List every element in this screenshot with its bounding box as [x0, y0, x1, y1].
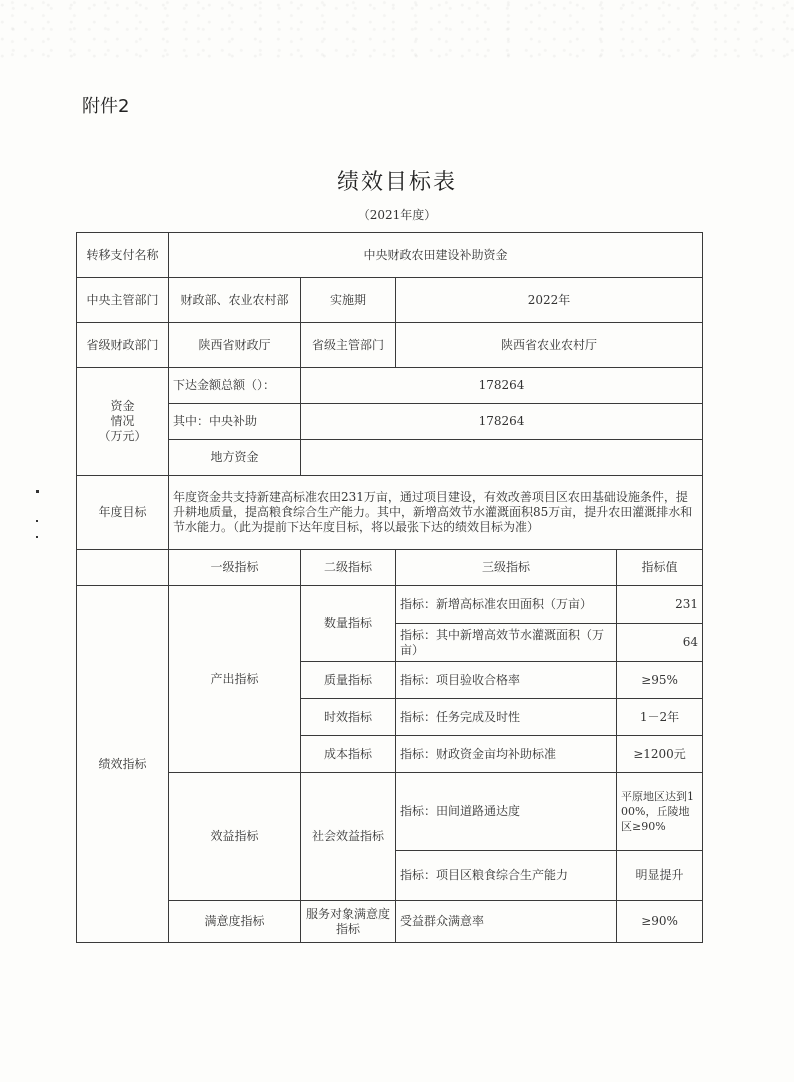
b2-text: 指标：项目区粮食综合生产能力 — [396, 851, 617, 901]
annual-goal-text: 年度资金共支持新建高标准农田231万亩，通过项目建设，有效改善项目区农田基础设施条件，提升耕地质量，提高粮食综合生产能力。其中，新增高效节水灌溉面积85万亩，提升农田灌溉排水和节水能力。（此为提前下达年度目标，将以最张下达的绩效目标为准） — [169, 476, 703, 550]
quality-label: 质量指标 — [301, 662, 396, 699]
table-row — [77, 323, 703, 368]
cost-label: 成本指标 — [301, 736, 396, 773]
table-row — [77, 368, 703, 404]
table-row — [77, 440, 703, 476]
blank-cell — [77, 550, 169, 586]
satisfaction-value: ≥90% — [617, 901, 703, 943]
scan-speck — [36, 536, 38, 538]
province-finance-label: 省级财政部门 — [77, 323, 169, 368]
quality-text: 指标：项目验收合格率 — [396, 662, 617, 699]
annual-goal-label: 年度目标 — [77, 476, 169, 550]
time-text: 指标：任务完成及时性 — [396, 699, 617, 736]
q1-value: 231 — [617, 586, 703, 624]
table-row — [77, 404, 703, 440]
b1-text: 指标：田间道路通达度 — [396, 773, 617, 851]
cost-text: 指标：财政资金亩均补助标准 — [396, 736, 617, 773]
table-row — [77, 901, 703, 943]
scan-speck — [36, 520, 38, 522]
table-row — [77, 550, 703, 586]
funds-central-label: 其中：中央补助 — [169, 404, 301, 440]
table-row — [77, 278, 703, 323]
transfer-name-label: 转移支付名称 — [77, 233, 169, 278]
transfer-name-value: 中央财政农田建设补助资金 — [169, 233, 703, 278]
table-row — [77, 586, 703, 624]
q2-text: 指标：其中新增高效节水灌溉面积（万亩） — [396, 624, 617, 662]
satisfaction-text: 受益群众满意率 — [396, 901, 617, 943]
header-level1: 一级指标 — [169, 550, 301, 586]
funds-central-value: 178264 — [301, 404, 703, 440]
cost-value: ≥1200元 — [617, 736, 703, 773]
table-row — [77, 233, 703, 278]
q1-text: 指标：新增高标准农田面积（万亩） — [396, 586, 617, 624]
province-finance-value: 陕西省财政厅 — [169, 323, 301, 368]
scan-speck — [36, 490, 39, 493]
funds-local-value — [301, 440, 703, 476]
header-level2: 二级指标 — [301, 550, 396, 586]
province-dept-label: 省级主管部门 — [301, 323, 396, 368]
central-dept-label: 中央主管部门 — [77, 278, 169, 323]
social-benefit-label: 社会效益指标 — [301, 773, 396, 901]
satisfaction-label: 满意度指标 — [169, 901, 301, 943]
benefit-label: 效益指标 — [169, 773, 301, 901]
province-dept-value: 陕西省农业农村厅 — [396, 323, 703, 368]
period-label: 实施期 — [301, 278, 396, 323]
time-value: 1－2年 — [617, 699, 703, 736]
perf-indicator-label: 绩效指标 — [77, 586, 169, 943]
b2-value: 明显提升 — [617, 851, 703, 901]
central-dept-value: 财政部、农业农村部 — [169, 278, 301, 323]
funds-total-value: 178264 — [301, 368, 703, 404]
time-label: 时效指标 — [301, 699, 396, 736]
period-value: 2022年 — [396, 278, 703, 323]
page-subtitle: （2021年度） — [357, 208, 437, 222]
satisfaction-sub-label: 服务对象满意度指标 — [301, 901, 396, 943]
table-row — [77, 476, 703, 550]
quantity-label: 数量指标 — [301, 586, 396, 662]
q2-value: 64 — [617, 624, 703, 662]
funds-local-label: 地方资金 — [169, 440, 301, 476]
quality-value: ≥95% — [617, 662, 703, 699]
b1-value: 平原地区达到100%，丘陵地区≥90% — [617, 773, 703, 851]
funds-label: 资金 情况 （万元） — [77, 368, 169, 476]
performance-table — [76, 232, 703, 943]
header-value: 指标值 — [617, 550, 703, 586]
attachment-label: 附件2 — [82, 96, 130, 117]
table-row — [77, 773, 703, 851]
funds-total-label: 下达金额总额（）： — [169, 368, 301, 404]
scan-artifact — [0, 0, 794, 60]
output-label: 产出指标 — [169, 586, 301, 773]
page-title: 绩效目标表 — [336, 170, 457, 195]
header-level3: 三级指标 — [396, 550, 617, 586]
